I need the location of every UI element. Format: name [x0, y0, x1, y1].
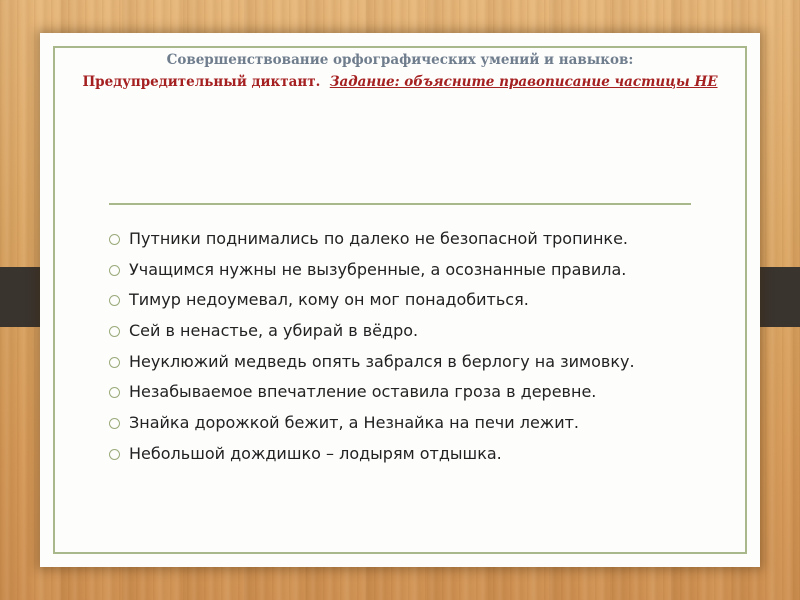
divider-line: [109, 203, 691, 205]
list-item: [109, 260, 635, 291]
sentence-text: Тимур недоумевал, кому он мог понадобиться.: [129, 290, 529, 310]
title-prefix: Предупредительный диктант.: [82, 74, 321, 90]
title-line-2: [40, 71, 760, 93]
list-item: [109, 382, 635, 413]
bullet-icon: [109, 265, 120, 276]
bullet-icon: [109, 449, 120, 460]
list-item: [109, 413, 635, 444]
list-item: [109, 444, 635, 475]
title-task: Задание: объясните правописание частицы НЕ: [329, 74, 718, 90]
bullet-icon: [109, 234, 120, 245]
sentence-text: Путники поднимались по далеко не безопасной тропинке.: [129, 229, 628, 248]
sentence-text: Знайка дорожкой бежит, а Незнайка на печи лежит.: [129, 413, 580, 433]
list-item: [109, 290, 635, 321]
sentence-text: Неуклюжий медведь опять забрался в берлогу на зимовку.: [129, 351, 635, 371]
bullet-icon: [109, 295, 120, 306]
bullet-icon: [109, 326, 120, 337]
sentence-text: Незабываемое впечатление оставила гроза в деревне.: [129, 382, 597, 402]
sentence-text: Небольшой дождишко – лодырям отдышка.: [129, 443, 502, 463]
list-item: [109, 352, 635, 383]
bullet-icon: [109, 387, 120, 398]
list-item: [109, 321, 635, 352]
slide-title: [40, 49, 760, 93]
sentence-text: Сей в ненастье, а убирай в вёдро.: [129, 321, 419, 341]
bullet-icon: [109, 357, 120, 368]
bullet-icon: [109, 418, 120, 429]
slide: [40, 33, 760, 567]
title-line-1: Совершенствование орфографических умений и навыков:: [166, 52, 634, 68]
sentence-text: Учащимся нужны не вызубренные, а осознанные правила.: [129, 259, 627, 279]
sentence-list: [109, 229, 635, 475]
list-item: [109, 229, 635, 260]
